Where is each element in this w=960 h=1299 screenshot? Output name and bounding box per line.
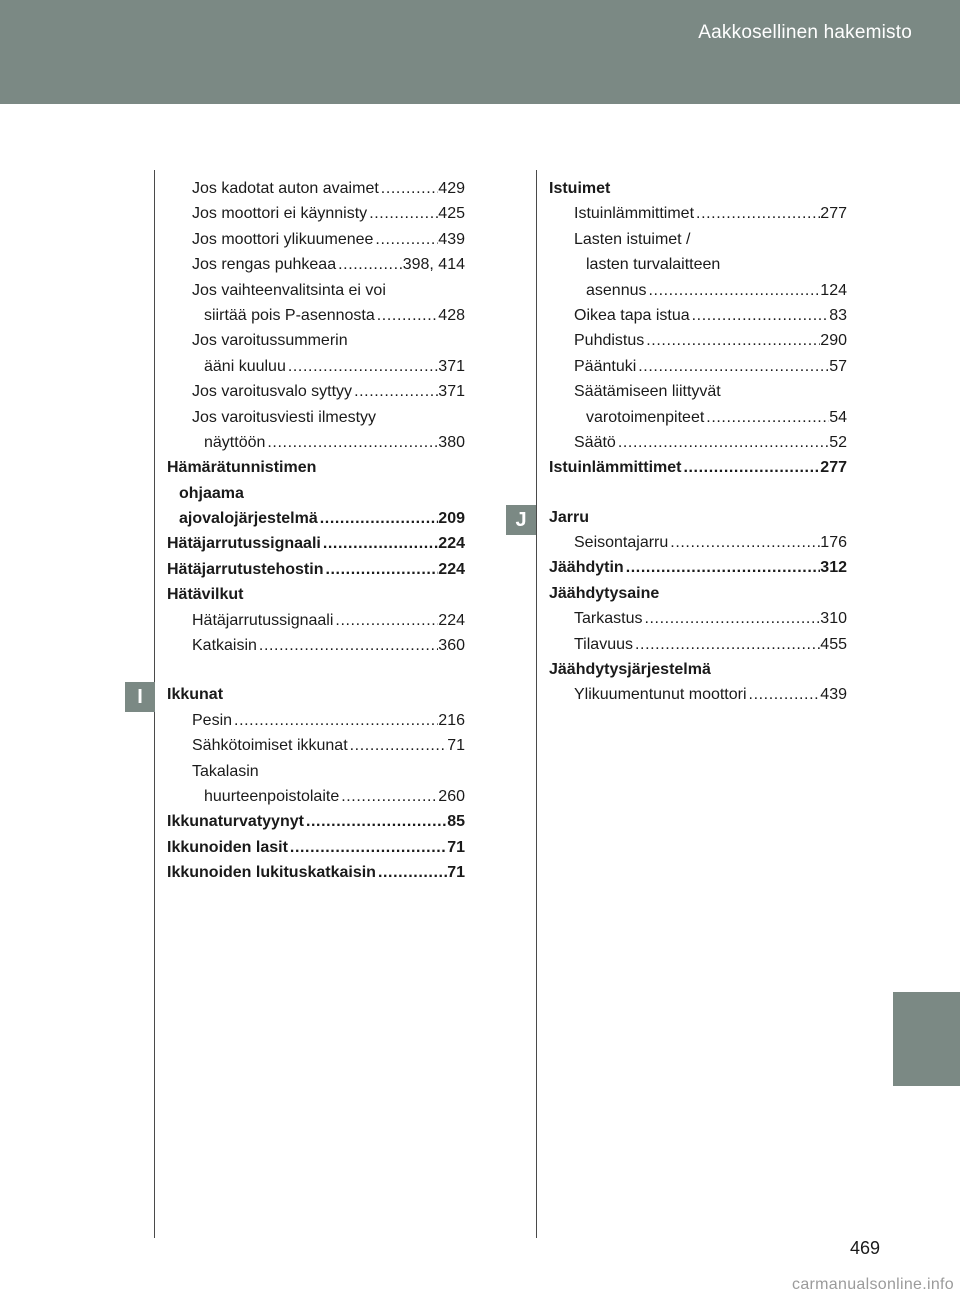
dot-leader (616, 430, 829, 455)
index-entry (549, 303, 847, 328)
dot-leader (348, 733, 448, 758)
index-entry (167, 405, 465, 430)
index-entry-page: 277 (820, 459, 847, 477)
index-entry (167, 506, 465, 531)
section-gap (549, 481, 847, 505)
dot-leader (352, 379, 438, 404)
dot-leader (647, 278, 821, 303)
index-column-right (549, 176, 847, 708)
index-entry-term: Istuimet (549, 180, 611, 197)
index-entry (167, 227, 465, 252)
dot-leader (642, 606, 820, 631)
index-entry-page: 429 (438, 180, 465, 197)
index-entry (549, 606, 847, 631)
index-entry-term: näyttöön (204, 433, 266, 451)
dot-leader (379, 176, 439, 201)
index-entry-term: asennus (586, 281, 647, 299)
page-number: 469 (849, 1238, 880, 1258)
index-entry (549, 201, 847, 226)
index-entry-term: varotoimenpiteet (586, 408, 705, 426)
watermark: carmanualsonline.info (792, 1276, 954, 1293)
index-entry-page: 176 (820, 534, 847, 552)
dot-leader (373, 227, 438, 252)
dot-leader (704, 405, 829, 430)
index-entry-page: 224 (438, 535, 465, 553)
index-entry (167, 354, 465, 379)
dot-leader (694, 201, 820, 226)
index-entry-term: Hämärätunnistimen (167, 459, 317, 477)
dot-leader (668, 530, 820, 555)
index-entry (549, 682, 847, 707)
index-entry (167, 759, 465, 784)
index-entry (549, 278, 847, 303)
index-entry-term: Jäähdytin (549, 559, 624, 577)
dot-leader (286, 354, 438, 379)
index-entry-page: 371 (438, 357, 465, 375)
index-entry-page: 71 (447, 838, 465, 856)
index-entry (167, 784, 465, 809)
dot-leader (633, 632, 820, 657)
index-entry-term: Seisontajarru (574, 534, 669, 552)
index-entry (167, 531, 465, 556)
index-entry (549, 505, 847, 530)
index-entry-term: Jos moottori ylikuumenee (192, 230, 374, 248)
index-entry (167, 682, 465, 707)
dot-leader (265, 430, 438, 455)
index-entry-page: 216 (438, 711, 465, 729)
index-entry-page: 439 (438, 230, 465, 248)
index-entry-page: 425 (438, 205, 465, 223)
index-entry-term: Ylikuumentunut moottori (574, 686, 747, 704)
section-title: Aakkosellinen hakemisto (698, 22, 912, 43)
index-entry-term: Säätämiseen liittyvät (574, 383, 721, 401)
index-entry (167, 379, 465, 404)
dot-leader (336, 252, 403, 277)
index-entry-page: 371 (438, 383, 465, 401)
dot-leader (367, 201, 438, 226)
index-entry (549, 328, 847, 353)
index-entry-term: Pääntuki (574, 357, 637, 375)
index-entry-page: 455 (820, 635, 847, 653)
index-entry-term: Puhdistus (574, 332, 645, 350)
index-entry-term: Jos kadotat auton avaimet (192, 180, 379, 197)
index-entry (549, 430, 847, 455)
index-entry-term: ääni kuuluu (204, 357, 286, 375)
index-entry-page: 398, 414 (402, 256, 465, 274)
index-entry-page: 428 (438, 306, 465, 324)
index-entry-term: Ikkunaturvatyynyt (167, 813, 304, 831)
index-entry (167, 733, 465, 758)
index-entry-page: 224 (438, 560, 465, 578)
index-entry (549, 354, 847, 379)
index-entry-page: 360 (438, 637, 465, 655)
dot-leader (747, 682, 821, 707)
right-column-rule (536, 170, 537, 1238)
index-entry (549, 252, 847, 277)
dot-leader (644, 328, 820, 353)
index-entry (167, 455, 465, 480)
index-entry (167, 303, 465, 328)
index-entry-term: Jos varoitussummerin (192, 332, 348, 350)
index-entry-term: Hätäjarrutussignaali (167, 535, 321, 553)
index-entry-term: Ikkunat (167, 686, 224, 704)
index-entry (549, 555, 847, 580)
letter-marker-i: I (125, 682, 155, 712)
index-entry-term: Säätö (574, 433, 616, 451)
index-entry (167, 176, 465, 201)
index-entry (549, 379, 847, 404)
index-entry (167, 481, 465, 506)
index-entry-page: 439 (820, 686, 847, 704)
index-entry-term: Hätäjarrutustehostin (167, 560, 324, 578)
dot-leader (304, 809, 447, 834)
index-entry-page: 83 (829, 306, 847, 324)
index-entry (549, 530, 847, 555)
index-entry-term: Jäähdytysaine (549, 584, 660, 602)
index-entry-term: Hätävilkut (167, 586, 244, 604)
dot-leader (288, 835, 447, 860)
index-entry (167, 708, 465, 733)
section-gap (167, 658, 465, 682)
index-entry-term: Tilavuus (574, 635, 633, 653)
index-entry-term: Ikkunoiden lasit (167, 838, 288, 856)
dot-leader (339, 784, 438, 809)
index-entry (549, 581, 847, 606)
page-header (0, 0, 960, 104)
index-entry-page: 124 (820, 281, 847, 299)
index-entry (167, 633, 465, 658)
index-entry-term: ajovalojärjestelmä (179, 510, 318, 528)
index-entry (167, 328, 465, 353)
index-entry-page: 310 (820, 610, 847, 628)
index-entry-page: 57 (829, 357, 847, 375)
index-entry-page: 312 (820, 559, 847, 577)
index-entry-term: Oikea tapa istua (574, 306, 690, 324)
index-entry (167, 557, 465, 582)
dot-leader (690, 303, 830, 328)
index-entry (549, 227, 847, 252)
index-entry (167, 278, 465, 303)
index-entry-term: Tarkastus (574, 610, 643, 628)
dot-leader (323, 557, 438, 582)
dot-leader (257, 633, 438, 658)
index-entry-term: huurteenpoistolaite (204, 787, 340, 805)
index-entry (549, 632, 847, 657)
index-entry-page: 260 (438, 787, 465, 805)
section-thumb-tab (893, 992, 960, 1086)
index-entry-page: 85 (447, 813, 465, 831)
index-entry (549, 405, 847, 430)
dot-leader (624, 555, 821, 580)
index-entry (549, 657, 847, 682)
index-entry-page: 54 (829, 408, 847, 426)
dot-leader (318, 506, 439, 531)
index-entry-page: 71 (447, 864, 465, 882)
index-entry (549, 176, 847, 201)
index-entry (167, 835, 465, 860)
dot-leader (681, 455, 820, 480)
index-entry-term: Pesin (192, 711, 233, 729)
index-entry (167, 860, 465, 885)
index-column-left (167, 176, 465, 886)
dot-leader (375, 303, 439, 328)
dot-leader (376, 860, 447, 885)
index-entry-term: Jarru (549, 508, 590, 526)
index-entry-term: Lasten istuimet / (574, 230, 691, 248)
index-entry-term: lasten turvalaitteen (586, 256, 721, 274)
index-entry-page: 52 (829, 433, 847, 451)
dot-leader (333, 608, 438, 633)
index-entry (167, 252, 465, 277)
index-entry-term: Jos rengas puhkeaa (192, 256, 337, 274)
index-entry-term: Jos vaihteenvalitsinta ei voi (192, 281, 386, 299)
index-entry-page: 209 (438, 510, 465, 528)
index-entry (167, 201, 465, 226)
index-entry-page: 277 (820, 205, 847, 223)
index-entry-term: Takalasin (192, 762, 259, 780)
index-entry (549, 455, 847, 480)
dot-leader (321, 531, 438, 556)
index-entry-term: Katkaisin (192, 637, 257, 655)
index-entry-page: 290 (820, 332, 847, 350)
index-entry (167, 582, 465, 607)
index-entry-page: 71 (447, 737, 465, 755)
index-entry-term: Istuinlämmittimet (574, 205, 695, 223)
index-entry-term: siirtää pois P-asennosta (204, 306, 375, 324)
index-entry (167, 608, 465, 633)
index-entry-term: Hätäjarrutussignaali (192, 611, 334, 629)
index-entry-term: Sähkötoimiset ikkunat (192, 737, 348, 755)
index-entry-term: Jos varoitusviesti ilmestyy (192, 408, 377, 426)
index-entry-term: Jos moottori ei käynnisty (192, 205, 368, 223)
index-entry (167, 430, 465, 455)
index-entry-page: 380 (438, 433, 465, 451)
index-entry-page: 224 (438, 611, 465, 629)
letter-marker-j: J (506, 505, 536, 535)
index-entry-term: ohjaama (179, 484, 244, 502)
index-entry-term: Jos varoitusvalo syttyy (192, 383, 353, 401)
dot-leader (636, 354, 829, 379)
index-entry-term: Istuinlämmittimet (549, 459, 682, 477)
dot-leader (232, 708, 438, 733)
index-entry-term: Ikkunoiden lukituskatkaisin (167, 864, 376, 882)
index-entry-term: Jäähdytysjärjestelmä (549, 661, 711, 679)
index-entry (167, 809, 465, 834)
